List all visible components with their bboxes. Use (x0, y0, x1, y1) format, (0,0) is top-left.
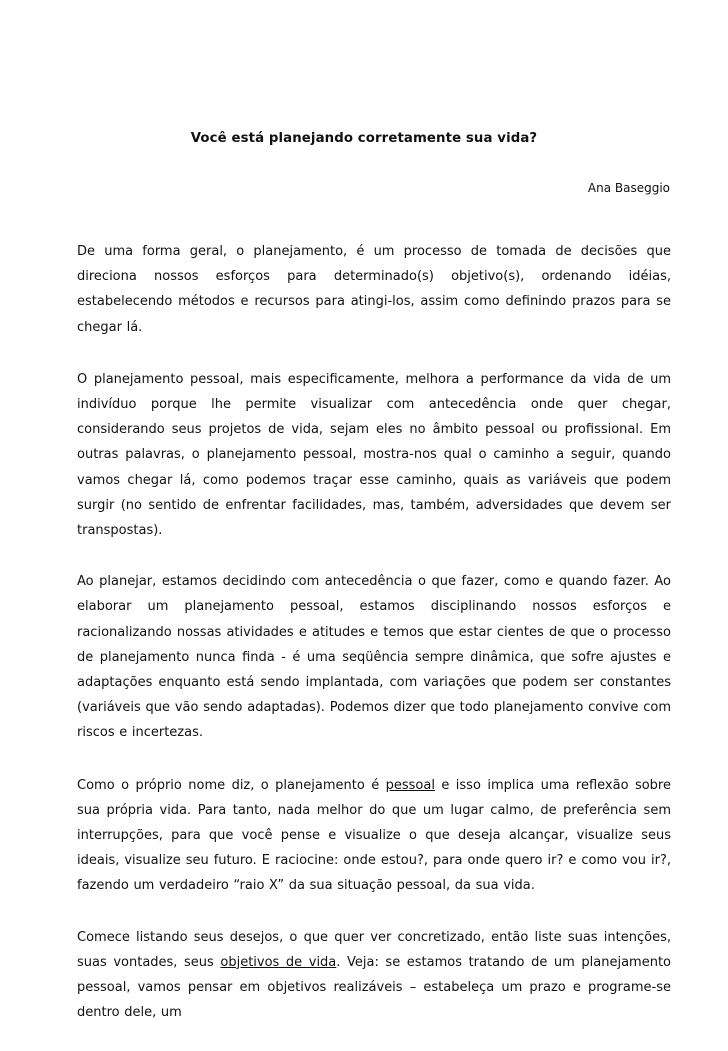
paragraph-1: De uma forma geral, o planejamento, é um processo de tomada de decisões que direciona nossos esforços para determinado(s) objetivo(s), ordenando idéias, estabelecendo métodos e recursos para atingi-los, assim como definindo prazos para se chegar lá. (77, 244, 671, 335)
paragraph-2: O planejamento pessoal, mais especificamente, melhora a performance da vida de um indivíduo porque lhe permite visualizar com antecedência onde quer chegar, considerando seus projetos de vida, sejam eles no âmbito pessoal ou profissional. Em outras palavras, o planejamento pessoal, mostra-nos qual o caminho a seguir, quando vamos chegar lá, como podemos traçar esse caminho, quais as variáveis que podem surgir (no sentido de enfrentar facilidades, mas, também, adversidades que devem ser transpostas). (77, 371, 671, 539)
paragraph-4-start: Como o próprio nome diz, o planejamento é (77, 777, 386, 793)
paragraph-4 (77, 773, 671, 899)
document-title: Você está planejando corretamente sua vida? (190, 131, 538, 146)
objetivos-de-vida-hyperlink[interactable]: objetivos de vida (220, 954, 337, 970)
paragraph-5-start: Comece listando seus desejos, o que quer ver concretizado, então liste suas intenções, suas vontades, seus (77, 929, 671, 970)
paragraph-4-end: e isso implica uma reflexão sobre sua própria vida. Para tanto, nada melhor do que um lugar calmo, de preferência sem interrupções, para que você pense e visualize o que deseja alcançar, visualize seus ideais, visualize seu futuro. E raciocine: onde estou?, para onde quero ir? e como vou ir?, fazendo um verdadeiro “raio X” da sua situação pessoal, da sua vida. (77, 777, 671, 894)
pessoal-hyperlink[interactable]: pessoal (385, 777, 435, 793)
paragraph-3: Ao planejar, estamos decidindo com antecedência o que fazer, como e quando fazer. Ao elaborar um planejamento pessoal, estamos disciplinando nossos esforços e racionalizando nossas atividades e atitudes e temos que estar cientes de que o processo de planejamento nunca finda - é uma seqüência sempre dinâmica, que sofre ajustes e adaptações enquanto está sendo implantada, com variações que podem ser constantes (variáveis que vão sendo adaptadas). Podemos dizer que todo planejamento convive com riscos e incertezas. (77, 574, 671, 741)
paragraph-5 (77, 925, 671, 1026)
paragraph-5-end: . Veja: se estamos tratando de um planejamento pessoal, vamos pensar em objetivos realizáveis – estabeleça um prazo e programe-se dentro dele, um (77, 954, 671, 1021)
author-name: Ana Baseggio (587, 181, 670, 195)
document-body (77, 239, 671, 1051)
